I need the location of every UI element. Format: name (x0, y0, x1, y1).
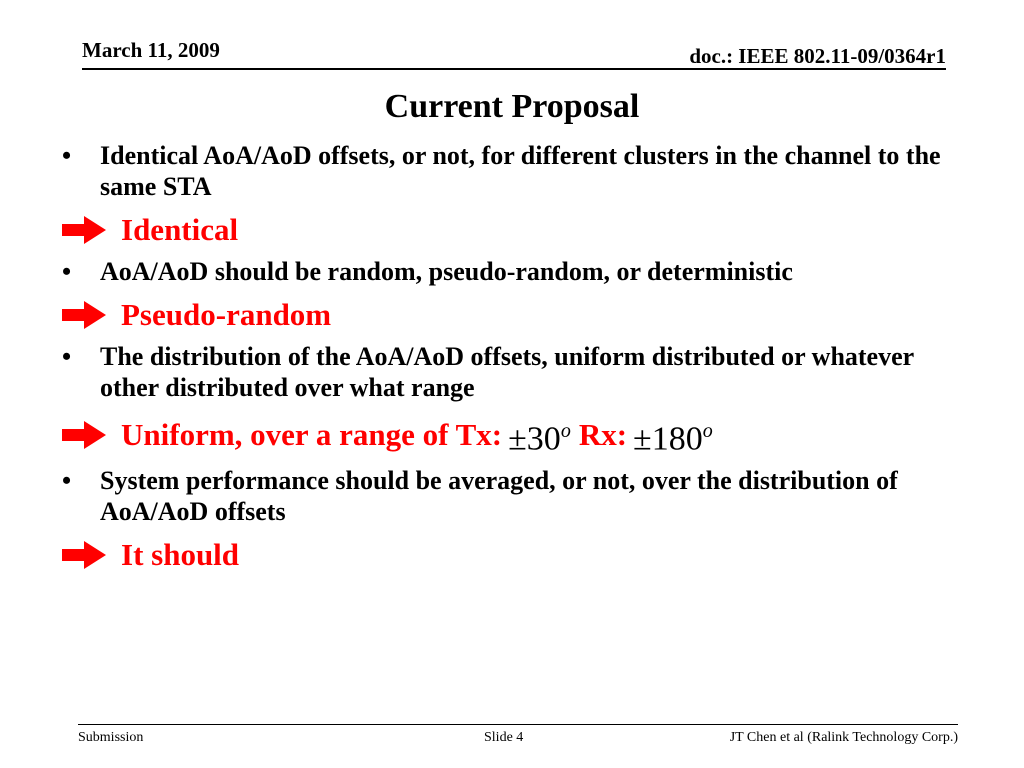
bullet-dot: • (62, 141, 72, 170)
right-arrow-icon (62, 421, 106, 449)
bullet-dot: • (62, 466, 72, 496)
degree-superscript: o (702, 420, 713, 442)
slide-title: Current Proposal (384, 88, 640, 125)
footer-slide-number: Slide 4 (484, 730, 524, 745)
bullet-dot: • (62, 257, 72, 286)
bullet-item (62, 465, 962, 527)
bullet-text: Identical AoA/AoD offsets, or not, for different clusters in the channel to the same STA (100, 141, 941, 201)
rx-label: Rx: (578, 417, 628, 453)
bullet-text: The distribution of the AoA/AoD offsets, uniform distributed or whatever other distributed over what range (100, 342, 914, 402)
slide-content (62, 140, 962, 581)
bullet-item (62, 256, 962, 287)
rx-range-value: $\pm 180^o$ (633, 420, 713, 458)
header-doc-id: doc.: IEEE 802.11-09/0364r1 (689, 44, 946, 68)
footer-authors: JT Chen et al (Ralink Technology Corp.) (729, 730, 958, 745)
answer-text: It should (121, 537, 240, 573)
footer-divider (78, 724, 958, 725)
answer-text: Pseudo-random (121, 297, 332, 332)
answer-text: Uniform, over a range of Tx: (121, 417, 503, 453)
right-arrow-icon (62, 216, 106, 244)
answer-row (62, 413, 962, 457)
right-arrow-icon (62, 301, 106, 329)
bullet-item (62, 341, 962, 403)
degree-superscript: o (560, 420, 571, 442)
answer-row (62, 297, 962, 333)
tx-range-value: $\pm 30^o$ (508, 420, 571, 458)
bullet-text: System performance should be averaged, or not, over the distribution of AoA/AoD offsets (100, 466, 898, 527)
answer-text: Identical (121, 212, 239, 247)
answer-row (62, 212, 962, 248)
header-divider (82, 68, 946, 70)
bullet-item (62, 140, 962, 202)
right-arrow-icon (62, 541, 106, 569)
answer-row (62, 537, 962, 573)
header-date: March 11, 2009 (82, 38, 220, 62)
footer-submission: Submission (78, 730, 144, 745)
bullet-text: AoA/AoD should be random, pseudo-random, or deterministic (100, 257, 793, 286)
bullet-dot: • (62, 342, 72, 371)
